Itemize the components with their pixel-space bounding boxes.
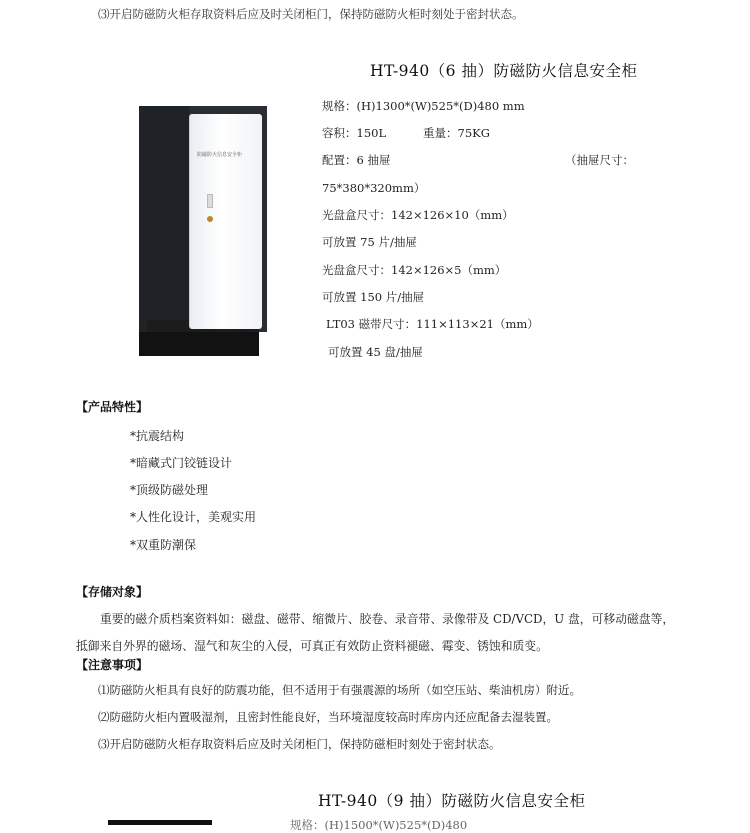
spec-cd-box-1-capacity: 可放置 75 片/抽屉 (322, 235, 417, 249)
spec-cd-box-1: 光盘盒尺寸：142×126×10（mm） (322, 208, 514, 222)
feature-item: *暗藏式门铰链设计 (130, 456, 233, 470)
storage-heading: 【存储对象】 (76, 585, 149, 599)
product-2-title: HT-940（9 抽）防磁防火信息安全柜 (318, 792, 586, 810)
feature-item: *顶级防磁处理 (130, 483, 209, 497)
feature-item: *抗震结构 (130, 429, 185, 443)
product-2-spec-partial: 规格：(H)1500*(W)525*(D)480 (290, 818, 468, 832)
cabinet-image (139, 106, 267, 360)
cabinet-2-image-top (108, 820, 212, 825)
spec-capacity: 容积：150L (322, 126, 387, 140)
lock-icon (207, 216, 213, 222)
spec-weight: 重量：75KG (423, 126, 490, 140)
spec-drawer-size-label: （抽屉尺寸： (565, 153, 634, 167)
feature-item: *双重防潮保 (130, 538, 197, 552)
feature-item: *人性化设计，美观实用 (130, 510, 257, 524)
note-item: ⑶开启防磁防火柜存取资料后应及时关闭柜门，保持防磁柜时刻处于密封状态。 (98, 737, 501, 751)
storage-line-2: 抵御来自外界的磁场、湿气和灰尘的入侵，可真正有效防止资料褪磁、霉变、锈蚀和质变。 (76, 639, 548, 653)
spec-lto: LT03 磁带尺寸：111×113×21（mm） (326, 317, 539, 331)
notes-heading: 【注意事项】 (76, 658, 149, 672)
spec-cd-box-2: 光盘盒尺寸：142×126×5（mm） (322, 263, 507, 277)
cabinet-label: 防磁防火信息安全柜 (197, 152, 243, 158)
features-heading: 【产品特性】 (76, 400, 149, 414)
spec-cd-box-2-capacity: 可放置 150 片/抽屉 (322, 290, 425, 304)
note-item: ⑵防磁防火柜内置吸湿剂，且密封性能良好，当环境湿度较高时库房内还应配备去湿装置。 (98, 710, 558, 724)
spec-size: 规格：(H)1300*(W)525*(D)480 mm (322, 99, 525, 113)
storage-line-1: 重要的磁介质档案资料如：磁盘、磁带、缩微片、胶卷、录音带、录像带及 CD/VCD，U 盘，可移动磁盘等， (100, 612, 675, 626)
product-title: HT-940（6 抽）防磁防火信息安全柜 (370, 62, 638, 80)
spec-lto-capacity: 可放置 45 盘/抽屉 (328, 345, 423, 359)
spec-drawer-size: 75*380*320mm） (322, 181, 426, 195)
note-item: ⑴防磁防火柜具有良好的防震功能，但不适用于有强震源的场所（如空压站、柴油机房）附近。 (98, 683, 581, 697)
spec-config: 配置：6 抽屉 (322, 153, 391, 167)
top-note: ⑶开启防磁防火柜存取资料后应及时关闭柜门，保持防磁防火柜时刻处于密封状态。 (98, 7, 524, 21)
